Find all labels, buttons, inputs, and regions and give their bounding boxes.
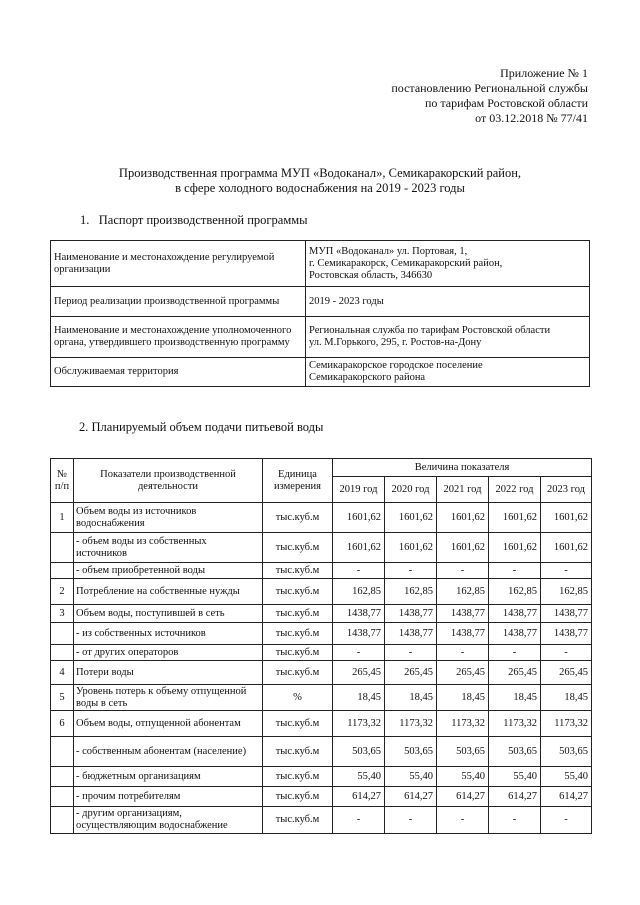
row-value: 18,45	[333, 685, 385, 711]
row-value: -	[333, 645, 385, 661]
row-value: 162,85	[437, 579, 489, 605]
header-year: 2020 год	[385, 477, 437, 503]
annex-line-4: от 03.12.2018 № 77/41	[475, 111, 588, 125]
passport-table	[50, 240, 590, 387]
header-year: 2023 год	[541, 477, 592, 503]
passport-value-line: г. Семикаракорск, Семикаракорский район,	[309, 257, 503, 269]
row-value: 162,85	[489, 579, 541, 605]
row-indicator: Объем воды, поступившей в сеть	[74, 605, 263, 623]
row-value: 55,40	[541, 767, 592, 787]
row-value: -	[437, 563, 489, 579]
row-indicator: - другим организациям, осуществляющим водоснабжение	[74, 807, 263, 834]
row-number: 3	[51, 605, 74, 623]
row-value: 1601,62	[437, 503, 489, 533]
passport-row	[51, 358, 590, 387]
row-value: 55,40	[489, 767, 541, 787]
row-number	[51, 787, 74, 807]
row-value: -	[333, 807, 385, 834]
row-indicator: Объем воды из источников водоснабжения	[74, 503, 263, 533]
header-indicator: Показатели производственной деятельности	[74, 459, 263, 503]
passport-value-line: МУП «Водоканал» ул. Портовая, 1,	[309, 245, 468, 257]
row-value: -	[385, 563, 437, 579]
row-number	[51, 563, 74, 579]
row-value: -	[437, 807, 489, 834]
row-indicator: - собственным абонентам (население)	[74, 737, 263, 767]
row-value: 162,85	[385, 579, 437, 605]
row-value: 1438,77	[437, 623, 489, 645]
row-number	[51, 767, 74, 787]
passport-label: Наименование и местонахождение уполномоченного органа, утвердившего производственную программу	[51, 317, 306, 358]
row-value: 1438,77	[541, 623, 592, 645]
table-row	[51, 605, 592, 623]
table-row	[51, 533, 592, 563]
table-row	[51, 807, 592, 834]
row-value: 162,85	[541, 579, 592, 605]
row-indicator: Объем воды, отпущенной абонентам	[74, 711, 263, 737]
row-value: 18,45	[437, 685, 489, 711]
row-number	[51, 807, 74, 834]
section-2-heading: 2. Планируемый объем подачи питьевой воды	[79, 420, 324, 434]
header-unit: Единица измерения	[263, 459, 333, 503]
title-line-1: Производственная программа МУП «Водоканал», Семикаракорский район,	[118, 166, 522, 180]
row-value: 1601,62	[489, 503, 541, 533]
table-row	[51, 661, 592, 685]
row-indicator: - от других операторов	[74, 645, 263, 661]
row-unit: тыс.куб.м	[263, 579, 333, 605]
row-indicator: Уровень потерь к объему отпущенной воды в сеть	[74, 685, 263, 711]
passport-value-line: ул. М.Горького, 295, г. Ростов-на-Дону	[309, 337, 482, 348]
passport-label: Наименование и местонахождение регулируемой организации	[51, 241, 306, 287]
row-value: 265,45	[541, 661, 592, 685]
indicators-table	[50, 458, 592, 834]
row-value: 614,27	[437, 787, 489, 807]
header-value: Величина показателя	[333, 459, 592, 477]
row-unit: тыс.куб.м	[263, 787, 333, 807]
row-value: -	[541, 563, 592, 579]
passport-row	[51, 241, 590, 287]
row-value: 265,45	[437, 661, 489, 685]
table-row	[51, 623, 592, 645]
row-unit: тыс.куб.м	[263, 661, 333, 685]
row-value: -	[541, 645, 592, 661]
section-1-heading: 1. Паспорт производственной программы	[80, 213, 308, 227]
passport-label: Период реализации производственной программы	[51, 287, 306, 317]
header-year: 2019 год	[333, 477, 385, 503]
document-title	[0, 166, 640, 196]
table-row	[51, 767, 592, 787]
row-value: 1438,77	[385, 623, 437, 645]
row-unit: тыс.куб.м	[263, 623, 333, 645]
row-value: -	[385, 645, 437, 661]
row-value: 265,45	[489, 661, 541, 685]
row-value: -	[385, 807, 437, 834]
passport-value	[306, 287, 590, 317]
passport-value	[306, 241, 590, 287]
row-value: 1173,32	[437, 711, 489, 737]
annex-line-1: Приложение № 1	[500, 66, 588, 80]
header-year: 2021 год	[437, 477, 489, 503]
row-unit: %	[263, 685, 333, 711]
row-value: 18,45	[385, 685, 437, 711]
row-value: 1601,62	[333, 503, 385, 533]
row-value: 55,40	[333, 767, 385, 787]
row-indicator: - из собственных источников	[74, 623, 263, 645]
row-value: 18,45	[541, 685, 592, 711]
row-value: 1601,62	[489, 533, 541, 563]
passport-value-line: Региональная служба по тарифам Ростовской области	[309, 325, 551, 336]
row-value: 55,40	[385, 767, 437, 787]
title-line-2: в сфере холодного водоснабжения на 2019 - 2023 годы	[175, 181, 465, 195]
passport-value	[306, 317, 590, 358]
row-value: 503,65	[333, 737, 385, 767]
table-row	[51, 685, 592, 711]
row-number	[51, 623, 74, 645]
row-value: 614,27	[541, 787, 592, 807]
row-unit: тыс.куб.м	[263, 605, 333, 623]
row-value: 1438,77	[385, 605, 437, 623]
row-value: 1438,77	[489, 605, 541, 623]
table-row	[51, 503, 592, 533]
table-row	[51, 711, 592, 737]
table-row	[51, 787, 592, 807]
row-value: -	[541, 807, 592, 834]
row-value: 1173,32	[541, 711, 592, 737]
table-row	[51, 563, 592, 579]
row-value: 503,65	[385, 737, 437, 767]
row-value: -	[489, 645, 541, 661]
row-unit: тыс.куб.м	[263, 533, 333, 563]
row-value: 1601,62	[541, 533, 592, 563]
row-value: 1173,32	[385, 711, 437, 737]
row-value: 503,65	[489, 737, 541, 767]
row-value: 1601,62	[333, 533, 385, 563]
row-number	[51, 737, 74, 767]
row-value: 1601,62	[541, 503, 592, 533]
header-number: № п/п	[51, 459, 74, 503]
row-value: 162,85	[333, 579, 385, 605]
row-indicator: - объем приобретенной воды	[74, 563, 263, 579]
row-value: 1601,62	[385, 533, 437, 563]
row-value: 1438,77	[333, 623, 385, 645]
row-number: 1	[51, 503, 74, 533]
row-value: 503,65	[437, 737, 489, 767]
row-value: 1438,77	[541, 605, 592, 623]
row-value: 503,65	[541, 737, 592, 767]
table-row	[51, 645, 592, 661]
row-number: 6	[51, 711, 74, 737]
row-value: 1601,62	[437, 533, 489, 563]
annex-header	[391, 66, 588, 126]
row-number: 5	[51, 685, 74, 711]
row-value: 1601,62	[385, 503, 437, 533]
row-indicator: - объем воды из собственных источников	[74, 533, 263, 563]
passport-value-line: 2019 - 2023 годы	[309, 295, 384, 307]
passport-value-line: Семикаракорского района	[309, 372, 426, 383]
row-value: 614,27	[489, 787, 541, 807]
header-year: 2022 год	[489, 477, 541, 503]
row-value: 1173,32	[489, 711, 541, 737]
row-value: 265,45	[333, 661, 385, 685]
passport-row	[51, 317, 590, 358]
row-value: 55,40	[437, 767, 489, 787]
row-value: 1438,77	[333, 605, 385, 623]
row-value: -	[489, 807, 541, 834]
row-value: 1438,77	[489, 623, 541, 645]
row-indicator: Потребление на собственные нужды	[74, 579, 263, 605]
passport-row	[51, 287, 590, 317]
row-value: -	[437, 645, 489, 661]
passport-label: Обслуживаемая территория	[51, 358, 306, 387]
row-indicator: - бюджетным организациям	[74, 767, 263, 787]
row-value: -	[333, 563, 385, 579]
row-unit: тыс.куб.м	[263, 767, 333, 787]
row-unit: тыс.куб.м	[263, 563, 333, 579]
row-value: 18,45	[489, 685, 541, 711]
row-unit: тыс.куб.м	[263, 645, 333, 661]
row-value: 1438,77	[437, 605, 489, 623]
passport-value	[306, 358, 590, 387]
table-row	[51, 579, 592, 605]
row-unit: тыс.куб.м	[263, 711, 333, 737]
row-unit: тыс.куб.м	[263, 503, 333, 533]
row-indicator: Потери воды	[74, 661, 263, 685]
annex-line-2: постановлению Региональной службы	[391, 81, 588, 95]
row-unit: тыс.куб.м	[263, 807, 333, 834]
row-value: 614,27	[385, 787, 437, 807]
row-number: 4	[51, 661, 74, 685]
row-number	[51, 533, 74, 563]
table-row	[51, 737, 592, 767]
row-value: 265,45	[385, 661, 437, 685]
annex-line-3: по тарифам Ростовской области	[424, 96, 588, 110]
row-value: -	[489, 563, 541, 579]
row-indicator: - прочим потребителям	[74, 787, 263, 807]
row-number	[51, 645, 74, 661]
row-unit: тыс.куб.м	[263, 737, 333, 767]
row-number: 2	[51, 579, 74, 605]
row-value: 1173,32	[333, 711, 385, 737]
passport-value-line: Семикаракорское городское поселение	[309, 360, 483, 371]
passport-value-line: Ростовская область, 346630	[309, 269, 433, 281]
row-value: 614,27	[333, 787, 385, 807]
